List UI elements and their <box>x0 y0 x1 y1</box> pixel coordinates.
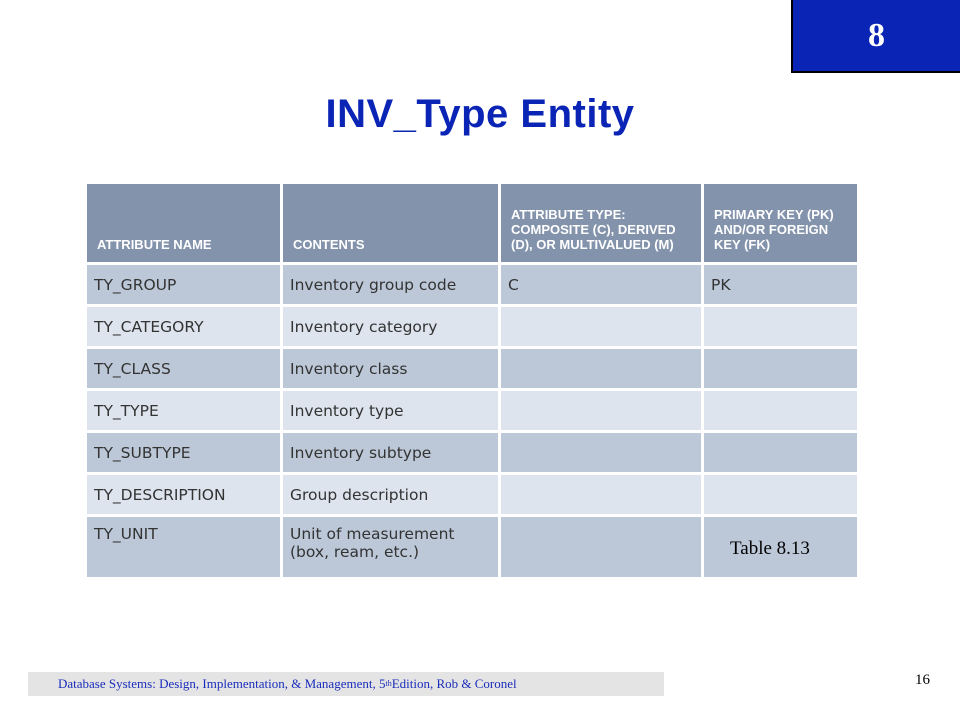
table-row <box>87 475 857 514</box>
cell-attribute-type <box>501 475 701 514</box>
cell-contents: Unit of measurement (box, ream, etc.) <box>283 517 498 577</box>
table-row <box>87 391 857 430</box>
chapter-number: 8 <box>868 16 885 54</box>
cell-attribute-name: TY_CLASS <box>87 349 280 388</box>
cell-key <box>704 475 857 514</box>
cell-contents: Inventory class <box>283 349 498 388</box>
header-attribute-name: ATTRIBUTE NAME <box>87 184 280 262</box>
page-number: 16 <box>915 672 930 688</box>
footer-citation: Database Systems: Design, Implementation, & Management, 5 th Edition, Rob & Coronel <box>28 672 664 696</box>
footer-text-after: Edition, Rob & Coronel <box>391 676 517 691</box>
chapter-number-box <box>791 0 960 73</box>
table-header-row <box>87 184 857 262</box>
cell-attribute-name: TY_SUBTYPE <box>87 433 280 472</box>
cell-attribute-type: C <box>501 265 701 304</box>
cell-contents: Inventory type <box>283 391 498 430</box>
header-primary-foreign-key: PRIMARY KEY (PK) AND/OR FOREIGN KEY (FK) <box>704 184 857 262</box>
cell-contents: Inventory subtype <box>283 433 498 472</box>
table-row <box>87 265 857 304</box>
cell-contents: Group description <box>283 475 498 514</box>
cell-contents: Inventory category <box>283 307 498 346</box>
cell-attribute-name: TY_TYPE <box>87 391 280 430</box>
header-attribute-type: ATTRIBUTE TYPE: COMPOSITE (C), DERIVED (D), OR MULTIVALUED (M) <box>501 184 701 262</box>
table-row <box>87 307 857 346</box>
cell-attribute-type <box>501 349 701 388</box>
cell-attribute-name: TY_GROUP <box>87 265 280 304</box>
cell-key <box>704 391 857 430</box>
table-row <box>87 433 857 472</box>
cell-key <box>704 349 857 388</box>
cell-contents: Inventory group code <box>283 265 498 304</box>
table-row <box>87 349 857 388</box>
header-contents: CONTENTS <box>283 184 498 262</box>
entity-attribute-table <box>84 181 860 580</box>
cell-attribute-type <box>501 433 701 472</box>
cell-key: PK <box>704 265 857 304</box>
slide-title: INV_Type Entity <box>325 92 635 136</box>
cell-key <box>704 433 857 472</box>
cell-attribute-type <box>501 391 701 430</box>
footer-text-before: Database Systems: Design, Implementation, & Management, 5 <box>58 676 386 691</box>
cell-attribute-name: TY_CATEGORY <box>87 307 280 346</box>
table-number-label: Table 8.13 <box>730 538 810 559</box>
cell-attribute-type <box>501 517 701 577</box>
cell-attribute-type <box>501 307 701 346</box>
cell-key <box>704 307 857 346</box>
cell-attribute-name: TY_DESCRIPTION <box>87 475 280 514</box>
cell-attribute-name: TY_UNIT <box>87 517 280 577</box>
entity-table-container <box>87 184 857 579</box>
